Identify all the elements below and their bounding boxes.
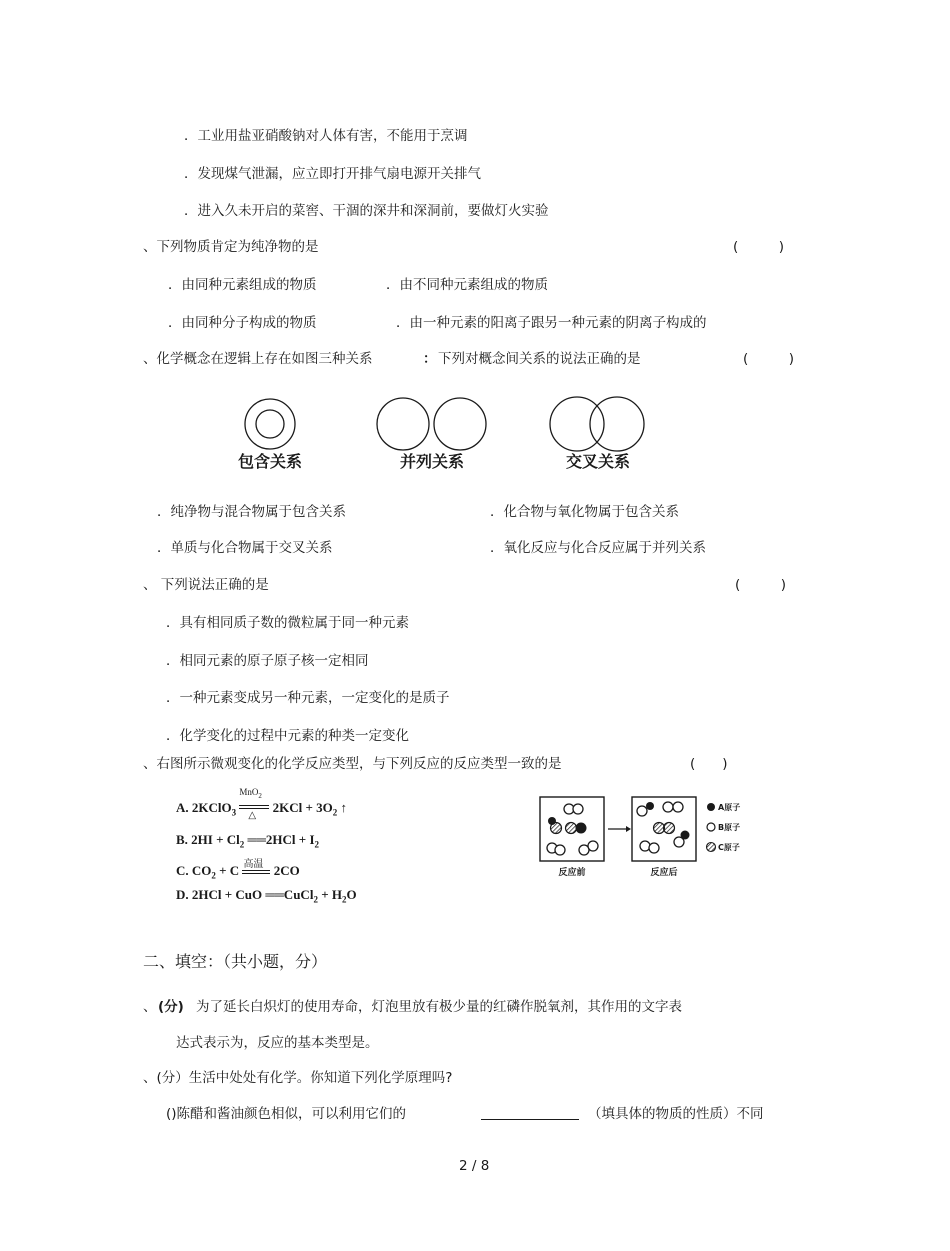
answer-parentheses: ( ) bbox=[733, 239, 785, 255]
parallel-left-circle bbox=[377, 398, 429, 450]
label-parallel: 并列关系 bbox=[399, 452, 465, 471]
legend-c: C原子 bbox=[718, 843, 740, 852]
b-atom bbox=[673, 802, 683, 812]
a-atom bbox=[576, 823, 587, 834]
section-title: 二、填空：（共小题，分） bbox=[143, 952, 328, 971]
high-temp-condition: 高温 bbox=[242, 865, 270, 879]
option-b: ．相同元素的原子原子核一定相同 bbox=[166, 653, 369, 669]
c-atom bbox=[654, 823, 665, 834]
legend-a-atom-icon bbox=[707, 803, 715, 811]
catalyst-condition: MnO$_2$ △ bbox=[239, 802, 269, 816]
question-fill1-text: 为了延长白炽灯的使用寿命，灯泡里放有极少量的红磷作脱氧剂，其作用的文字表 bbox=[196, 999, 682, 1015]
answer-parentheses: ( ) bbox=[735, 577, 787, 593]
option-label: A. bbox=[176, 800, 189, 815]
label-intersection: 交叉关系 bbox=[565, 452, 631, 471]
label-after: 反应后 bbox=[650, 868, 678, 878]
answer-blank[interactable] bbox=[481, 1104, 579, 1120]
label-inclusion: 包含关系 bbox=[237, 452, 303, 471]
b-atom bbox=[640, 841, 650, 851]
option-d: ．由一种元素的阳离子跟另一种元素的阴离子构成的 bbox=[396, 315, 707, 331]
intersect-left-circle bbox=[550, 397, 604, 451]
option-c: ．单质与化合物属于交叉关系 bbox=[157, 540, 333, 556]
legend-a: A原子 bbox=[718, 803, 741, 812]
question-pure-stem: 、下列物质肯定为纯净物的是 bbox=[143, 239, 319, 255]
question-fill2-sub1: ()陈醋和酱油颜色相似，可以利用它们的 bbox=[166, 1106, 407, 1122]
option-line-3: ．进入久未开启的菜窖、干涸的深井和深洞前，要做灯火实验 bbox=[184, 203, 549, 219]
question-concept-stem: 、化学概念在逻辑上存在如图三种关系 bbox=[143, 351, 373, 367]
option-d: ．氧化反应与化合反应属于并列关系 bbox=[490, 540, 706, 556]
inclusion-outer-circle bbox=[245, 399, 295, 449]
stem-colon: ： bbox=[423, 351, 437, 367]
answer-parentheses: ( ) bbox=[690, 756, 728, 772]
intersect-right-circle bbox=[590, 397, 644, 451]
question-concept-stem-b: 下列对概念间关系的说法正确的是 bbox=[438, 351, 641, 367]
b-atom bbox=[573, 804, 583, 814]
option-a: ．具有相同质子数的微粒属于同一种元素 bbox=[166, 615, 409, 631]
b-atom bbox=[588, 841, 598, 851]
c-atom bbox=[664, 823, 675, 834]
a-atom bbox=[646, 802, 654, 810]
option-line-2: ．发现煤气泄漏，应立即打开排气扇电源开关排气 bbox=[184, 166, 481, 182]
b-atom bbox=[663, 802, 673, 812]
c-atom bbox=[566, 823, 577, 834]
option-d: ．化学变化的过程中元素的种类一定变化 bbox=[166, 728, 409, 744]
equation-c: C. $CO_2 + C$ 高温 2CO bbox=[176, 859, 300, 881]
question-fill2-sub1-tail: （填具体的物质的性质）不同 bbox=[588, 1106, 764, 1122]
equation-a: A. 2KClO$_3$ MnO$_2$ △ $2KCl + 3O_2$ ↑ bbox=[176, 787, 348, 822]
option-a: ．由同种元素组成的物质 bbox=[168, 277, 317, 293]
legend-b-atom-icon bbox=[707, 823, 715, 831]
option-label: B. bbox=[176, 832, 188, 847]
inclusion-inner-circle bbox=[256, 410, 284, 438]
b-atom bbox=[649, 843, 659, 853]
label-before: 反应前 bbox=[558, 868, 586, 878]
legend-b: B原子 bbox=[718, 823, 741, 832]
option-c: ．一种元素变成另一种元素，一定变化的是质子 bbox=[166, 690, 450, 706]
question-fill1-line2: 达式表示为，反应的基本类型是。 bbox=[176, 1035, 379, 1051]
c-atom bbox=[551, 823, 562, 834]
parallel-right-circle bbox=[434, 398, 486, 450]
concept-relation-diagram bbox=[230, 392, 670, 482]
option-b: ．由不同种元素组成的物质 bbox=[386, 277, 548, 293]
b-atom bbox=[555, 845, 565, 855]
question-micro-stem: 、右图所示微观变化的化学反应类型，与下列反应的反应类型一致的是 bbox=[143, 756, 562, 772]
question-correct-stem: 、 下列说法正确的是 bbox=[143, 577, 269, 593]
equation-d: D. 2HCl + CuO ══CuCl$_2$ + $H_2O$ bbox=[176, 887, 357, 905]
option-label: C. bbox=[176, 863, 189, 878]
b-atom bbox=[637, 806, 647, 816]
option-b: ．化合物与氧化物属于包含关系 bbox=[490, 504, 679, 520]
page-number: 2 / 8 bbox=[459, 1158, 490, 1174]
option-line-1: ．工业用盐亚硝酸钠对人体有害，不能用于烹调 bbox=[184, 128, 468, 144]
option-c: ．由同种分子构成的物质 bbox=[168, 315, 317, 331]
micro-reaction-diagram bbox=[538, 795, 758, 880]
option-a: ．纯净物与混合物属于包含关系 bbox=[157, 504, 346, 520]
equation-b: B. $2HI + Cl_2$ ══2HCl + $I_2$ bbox=[176, 832, 320, 850]
legend-c-atom-icon bbox=[707, 843, 716, 852]
b-atom bbox=[674, 837, 684, 847]
question-fill2-stem: 、(分）生活中处处有化学。你知道下列化学原理吗? bbox=[143, 1070, 453, 1086]
question-fill1-prefix: 、 bbox=[143, 999, 157, 1015]
answer-parentheses: ( ) bbox=[743, 351, 795, 367]
question-fill1-score: (分) bbox=[158, 999, 184, 1015]
option-label: D. bbox=[176, 887, 189, 902]
